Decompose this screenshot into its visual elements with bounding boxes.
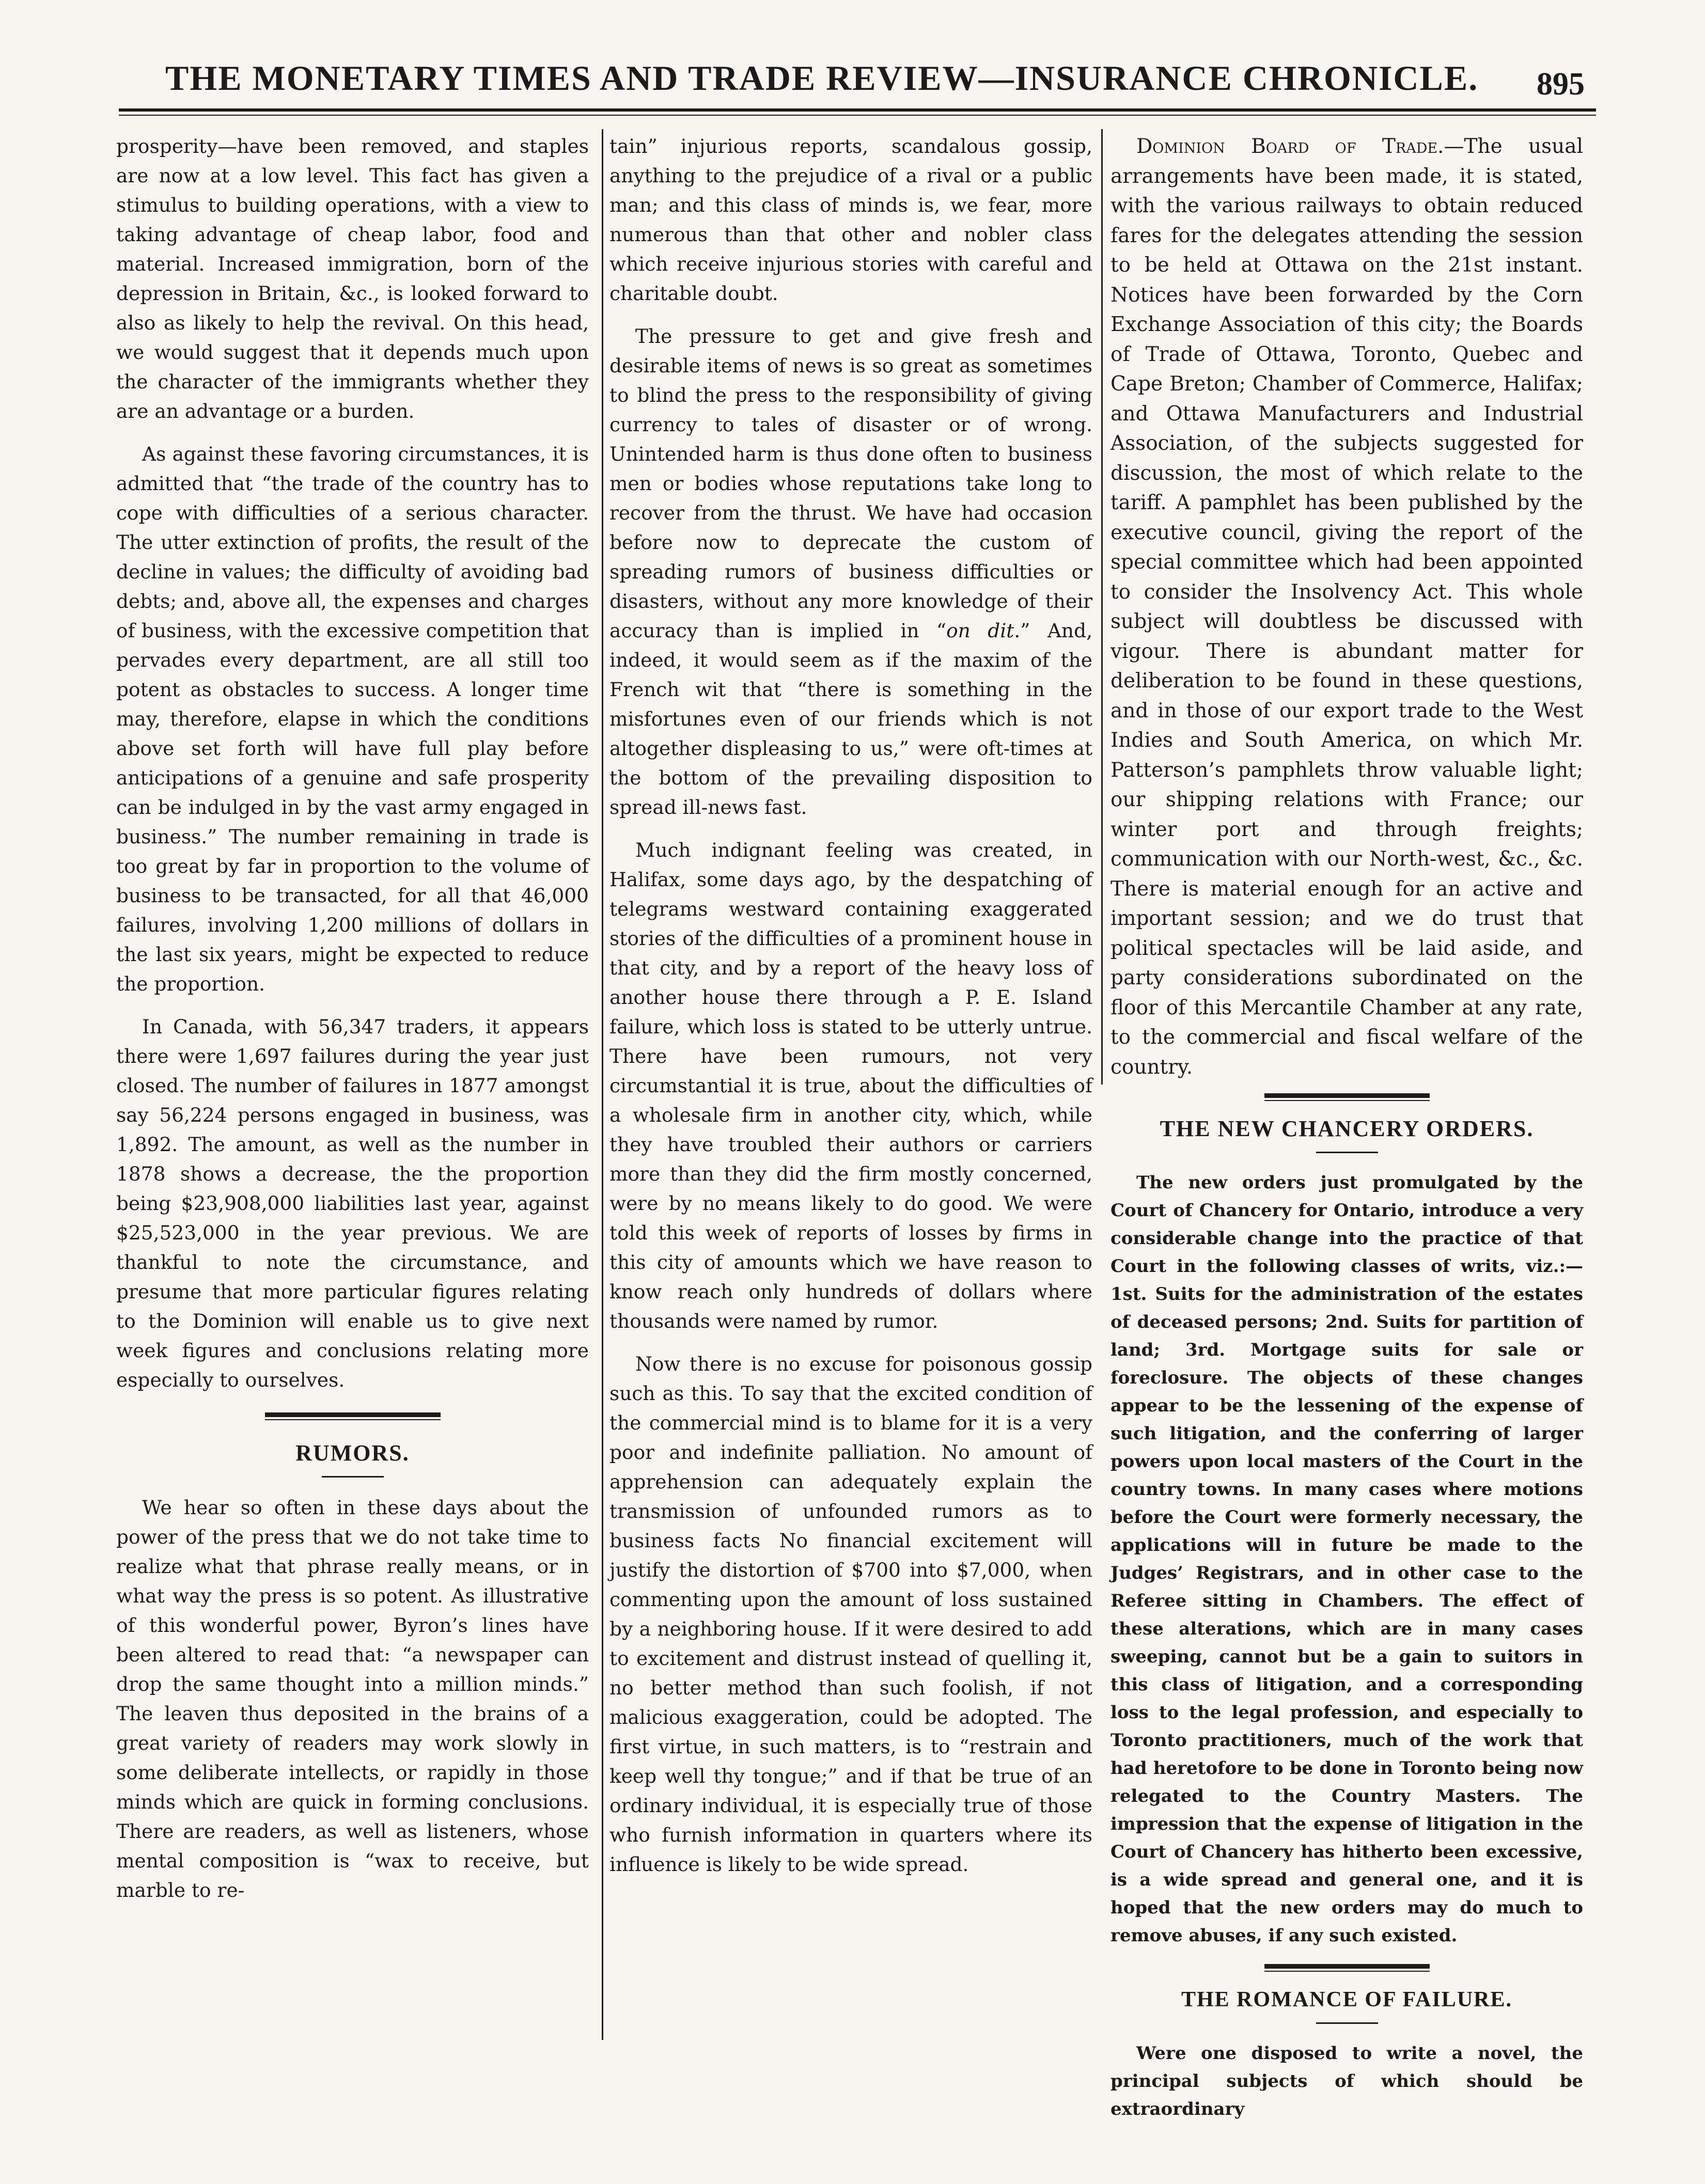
column-divider-2 <box>1101 129 1103 1085</box>
column-2 <box>609 132 1092 1879</box>
paragraph: tain” injurious reports, scandalous gossip, anything to the prejudice of a rival or a public man; and this class of minds is, we fear, more numerous than that other and nobler class which receive injurious stories with careful and charitable doubt. <box>609 135 1092 305</box>
paragraph <box>1110 132 1583 1082</box>
paragraph-text: —The usual arrangements have been made, it is stated, with the various railways to obtain reduced fares for the delegates attending the session to be held at Ottawa on the 21st instant. Notices have been forwarded by the Corn Exchange Association of this city; the Boards of Trade of Ottawa, Toronto, Quebec and Cape Breton; Chamber of Commerce, Halifax; and Ottawa Manufacturers and Industrial Association, of the subjects suggested for discussion, the most of which relate to the tariff. A pamphlet has been published by the executive council, giving the report of the special committee which had been appointed to consider the Insolvency Act. This whole subject will doubtless be discussed with vigour. There is abundant matter for deliberation to be found in these questions, and in those of our export trade to the West Indies and South America, on which Mr. Patterson’s pamphlets throw valuable light; our shipping relations with France; our winter port and through freights; communication with our North-west, &c., &c. There is material enough for an active and important session; and we do trust that political spectacles will be laid aside, and party considerations subordinated on the floor of this Mercantile Chamber at any rate, to the commercial and fiscal welfare of the country. <box>1110 135 1583 1079</box>
paragraph: Much indignant feeling was created, in Halifax, some days ago, by the despatching of telegrams westward containing exaggerated stories of the difficulties of a prominent house in that city, and by a report of the heavy loss of another house there through a P. E. Island failure, which loss is stated to be utterly untrue. There have been rumours, not very circumstantial it is true, about the difficulties of a wholesale firm in another city, which, while they have troubled their authors or carriers more than they did the firm mostly concerned, were by no means likely to do good. We were told this week of reports of losses by firms in this city of amounts which we have reason to know reach only hundreds of dollars where thousands were named by rumor. <box>609 839 1092 1332</box>
paragraph: prosperity—have been removed, and staples are now at a low level. This fact has given a stimulus to building operations, with a view to taking advantage of cheap labor, food and material. Increased immigration, born of the depression in Britain, &c., is looked forward to also as likely to help the revival. On this head, we would suggest that it depends much upon the character of the immigrants whether they are an advantage or a burden. <box>116 135 589 422</box>
paragraph: In Canada, with 56,347 traders, it appears there were 1,697 failures during the year just closed. The number of failures in 1877 amongst say 56,224 persons engaged in business, was 1,892. The amount, as well as the number in 1878 shows a decrease, the the proportion being $23,908,000 liabilities last year, against $25,523,000 in the year previous. We are thankful to note the circumstance, and presume that more particular figures relating to the Dominion will enable us to give next week figures and conclusions relating more especially to ourselves. <box>116 1015 589 1391</box>
page-header-title: THE MONETARY TIMES AND TRADE REVIEW—INSURANCE CHRONICLE. <box>165 58 1479 98</box>
column-3 <box>1110 132 1583 2123</box>
paragraph-text: .” And, indeed, it would seem as if the maxim of the French wit that “there is something in the misfortunes even of our friends which is not altogether displeasing to us,” were oft-times at the bottom of the prevailing disposition to spread ill-news fast. <box>609 619 1092 819</box>
paragraph: As against these favoring circumstances, it is admitted that “the trade of the country has to cope with difficulties of a serious character. The utter extinction of profits, the result of the decline in values; the difficulty of avoiding bad debts; and, above all, the expenses and charges of business, with the excessive competition that pervades every department, are all still too potent as obstacles to success. A longer time may, therefore, elapse in which the conditions above set forth will have full play before anticipations of a genuine and safe prosperity can be indulged in by the vast army engaged in business.” The number remaining in trade is too great by far in proportion to the volume of business to be transacted, for all that 46,000 failures, involving 1,200 millions of dollars in the last six years, might be expected to reduce the proportion. <box>116 443 589 995</box>
paragraph: We hear so often in these days about the power of the press that we do not take time to realize what that phrase really means, or in what way the press is so potent. As illustrative of this wonderful power, Byron’s lines have been altered to read that: “a newspaper can drop the same thought into a million minds.” The leaven thus deposited in the brains of a great variety of readers may work slowly in some deliberate intellects, or rapidly in those minds which are quick in forming conclusions. There are readers, as well as listeners, whose mental composition is “wax to receive, but marble to re- <box>116 1496 589 1902</box>
page-number: 895 <box>1537 67 1585 102</box>
italic-phrase: on dit <box>946 619 1014 642</box>
romance-heading: THE ROMANCE OF FAILURE. <box>1181 1988 1512 2012</box>
column-1 <box>116 132 589 1905</box>
heading-rule <box>322 1476 384 1478</box>
column-divider-1 <box>602 129 603 2040</box>
section-rule-thin <box>1264 1100 1430 1101</box>
section-rule <box>265 1412 441 1417</box>
section-rule-thin <box>265 1419 441 1420</box>
board-of-trade-lead: Dominion Board of Trade. <box>1136 135 1444 158</box>
heading-rule <box>1316 1152 1378 1153</box>
section-rule <box>1264 1093 1430 1098</box>
paragraph: Now there is no excuse for poisonous gossip such as this. To say that the excited condition of the commercial mind is to blame for it is a very poor and indefinite palliation. No amount of apprehension can adequately explain the transmission of unfounded rumors as to business facts No financial excitement will justify the distortion of $700 into $7,000, when commenting upon the amount of loss sustained by a neighboring house. If it were desired to add to excitement and distrust instead of quelling it, no better method than such foolish, if not malicious exaggeration, could be adopted. The first virtue, in such matters, is to “restrain and keep well thy tongue;” and if that be true of an ordinary individual, it is especially true of those who furnish information in quarters where its influence is likely to be wide spread. <box>609 1353 1092 1876</box>
chancery-heading: THE NEW CHANCERY ORDERS. <box>1160 1116 1534 1141</box>
rumors-heading: RUMORS. <box>295 1440 410 1466</box>
paragraph: Were one disposed to write a novel, the principal subjects of which should be extraordinary <box>1110 2043 1583 2119</box>
header-rule-thin <box>119 115 1596 116</box>
section-rule-thin <box>1264 1971 1430 1972</box>
header-rule <box>119 108 1596 112</box>
paragraph: The new orders just promulgated by the Court of Chancery for Ontario, introduce a very considerable change into the practice of that Court in the following classes of writs, viz.:—1st. Suits for the administration of the estates of deceased persons; 2nd. Suits for partition of land; 3rd. Mortgage suits for sale or foreclosure. The objects of these changes appear to be the lessening of the expense of such litigation, and the conferring of larger powers upon local masters of the Court in the country towns. In many cases where motions before the Court were formerly necessary, the applications will in future be made to the Judges’ Registrars, and in other case to the Referee sitting in Chambers. The effect of these alterations, which are in many cases sweeping, cannot but be a gain to suitors in this class of litigation, and a corresponding loss to the legal profession, and especially to Toronto practitioners, much of the work that had heretofore to be done in Toronto being now relegated to the Country Masters. The impression that the expense of litigation in the Court of Chancery has hitherto been excessive, is a wide spread and general one, and it is hoped that the new orders may do much to remove abuses, if any such existed. <box>1110 1172 1583 1946</box>
heading-rule <box>1316 2022 1378 2024</box>
section-rule <box>1264 1964 1430 1969</box>
paragraph-text: The pressure to get and give fresh and desirable items of news is so great as sometimes to blind the press to the responsibility of giving currency to tales of disaster or of wrong. Unintended harm is thus done often to business men or bodies whose reputations take long to recover from the thrust. We have had occasion before now to deprecate the custom of spreading rumors of business difficulties or disasters, without any more knowledge of their accuracy than is implied in “ <box>609 325 1092 642</box>
paragraph <box>609 322 1092 822</box>
